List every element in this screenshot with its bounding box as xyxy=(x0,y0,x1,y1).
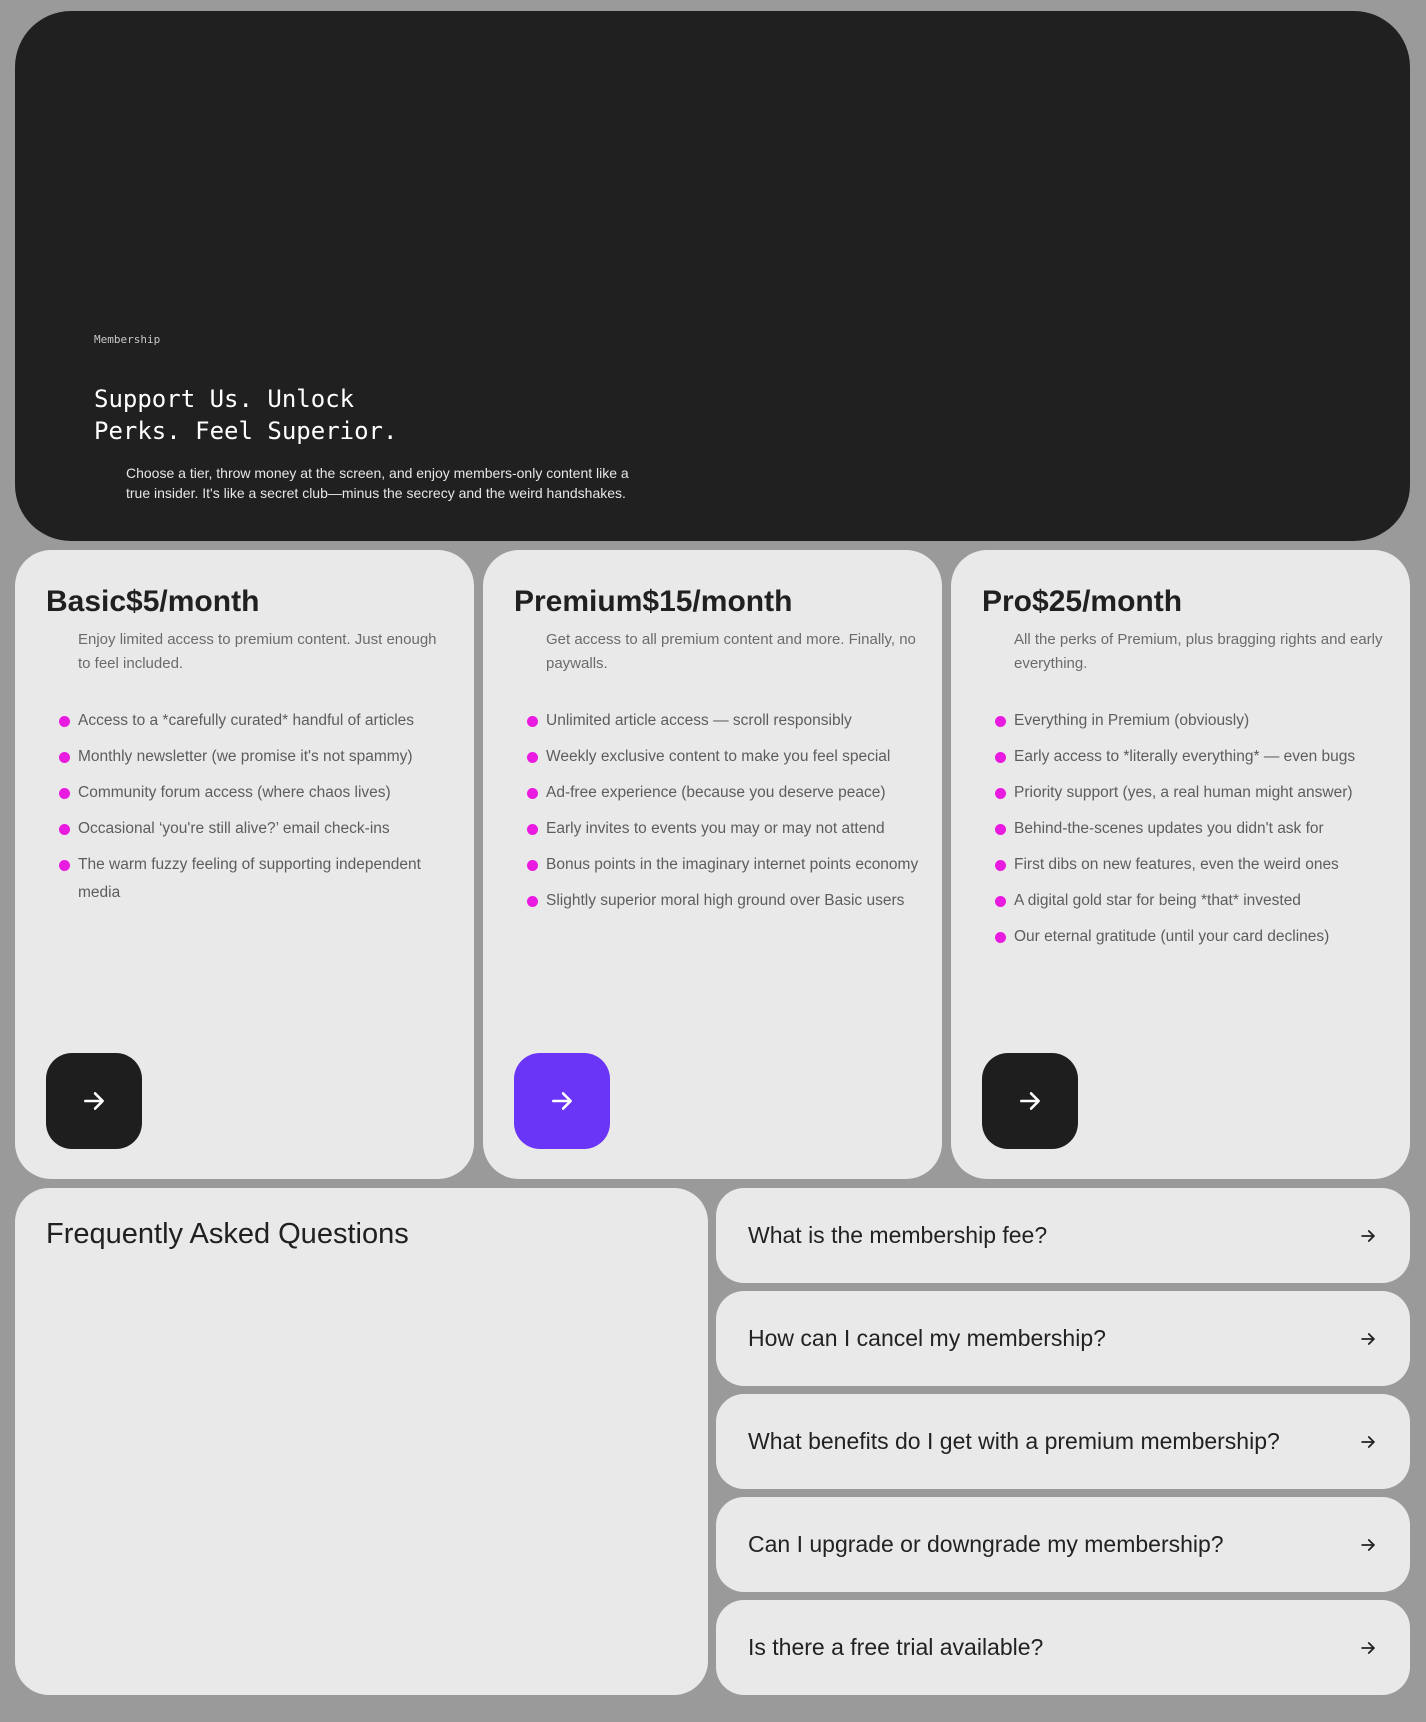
bullet-dot-icon xyxy=(527,896,538,907)
faq-item[interactable] xyxy=(716,1600,1410,1695)
bullet-dot-icon xyxy=(995,824,1006,835)
arrow-right-icon xyxy=(1017,1088,1043,1114)
plan-feature xyxy=(995,851,1400,879)
plan-feature-text: The warm fuzzy feeling of supporting independent media xyxy=(78,856,421,901)
plan-feature xyxy=(59,815,464,843)
bullet-dot-icon xyxy=(527,860,538,871)
bullet-dot-icon xyxy=(59,860,70,871)
faq-item[interactable] xyxy=(716,1497,1410,1592)
plan-feature-text: Early access to *literally everything* — even bugs xyxy=(1014,748,1356,765)
plan-card-basic xyxy=(15,550,474,1179)
bullet-dot-icon xyxy=(995,788,1006,799)
bullet-dot-icon xyxy=(59,752,70,763)
plan-feature xyxy=(59,851,464,907)
arrow-right-icon xyxy=(1358,1432,1378,1452)
bullet-dot-icon xyxy=(59,788,70,799)
plan-title: Pro$25/month xyxy=(982,585,1183,618)
arrow-right-icon xyxy=(1358,1329,1378,1349)
hero-title: Support Us. Unlock Perks. Feel Superior. xyxy=(94,385,398,445)
faq-panel xyxy=(15,1188,708,1695)
plan-feature-text: First dibs on new features, even the weird ones xyxy=(1014,856,1339,873)
plan-feature xyxy=(995,887,1400,915)
bullet-dot-icon xyxy=(995,860,1006,871)
arrow-right-icon xyxy=(1358,1535,1378,1555)
plan-feature-text: Monthly newsletter (we promise it's not spammy) xyxy=(78,748,413,765)
plan-feature xyxy=(527,743,932,771)
plan-title: Premium$15/month xyxy=(514,585,793,618)
plan-feature xyxy=(995,707,1400,735)
plan-title: Basic$5/month xyxy=(46,585,260,618)
plan-feature xyxy=(995,815,1400,843)
plan-feature xyxy=(59,707,464,735)
plan-feature-text: Community forum access (where chaos lives) xyxy=(78,784,391,801)
hero-eyebrow: Membership xyxy=(94,333,161,346)
faq-heading: Frequently Asked Questions xyxy=(46,1218,409,1250)
plan-feature xyxy=(527,851,932,879)
plan-feature-text: Early invites to events you may or may not attend xyxy=(546,820,885,837)
plan-card-premium xyxy=(483,550,942,1179)
plan-feature-text: Behind-the-scenes updates you didn't ask for xyxy=(1014,820,1324,837)
plan-feature xyxy=(995,743,1400,771)
membership-hero xyxy=(15,11,1410,541)
plan-card-pro xyxy=(951,550,1410,1179)
plan-feature-text: A digital gold star for being *that* invested xyxy=(1014,892,1301,909)
arrow-right-icon xyxy=(1358,1226,1378,1246)
bullet-dot-icon xyxy=(527,824,538,835)
plan-feature-text: Bonus points in the imaginary internet points economy xyxy=(546,856,919,873)
plan-feature xyxy=(527,779,932,807)
plan-feature xyxy=(995,923,1400,951)
bullet-dot-icon xyxy=(995,752,1006,763)
plan-feature-list xyxy=(995,707,1400,959)
plan-feature-text: Occasional ‘you're still alive?’ email check-ins xyxy=(78,820,390,837)
bullet-dot-icon xyxy=(527,752,538,763)
faq-question: Can I upgrade or downgrade my membership? xyxy=(748,1531,1224,1557)
plan-feature-text: Everything in Premium (obviously) xyxy=(1014,712,1250,729)
faq-question: What is the membership fee? xyxy=(748,1222,1048,1248)
hero-description: Choose a tier, throw money at the screen, and enjoy members-only content like a true insider. It's like a secret club—minus the secrecy and the weird handshakes. xyxy=(126,465,629,501)
plan-feature xyxy=(527,707,932,735)
faq-question: What benefits do I get with a premium membership? xyxy=(748,1428,1280,1454)
plan-feature-text: Weekly exclusive content to make you feel special xyxy=(546,748,891,765)
bullet-dot-icon xyxy=(527,788,538,799)
plan-feature-list xyxy=(59,707,464,915)
plan-feature-list xyxy=(527,707,932,923)
bullet-dot-icon xyxy=(995,932,1006,943)
plan-feature xyxy=(59,779,464,807)
plan-description: All the perks of Premium, plus bragging rights and early everything. xyxy=(1014,631,1383,672)
bullet-dot-icon xyxy=(995,716,1006,727)
faq-item[interactable] xyxy=(716,1188,1410,1283)
select-premium-plan-button[interactable] xyxy=(514,1053,610,1149)
plan-feature-text: Priority support (yes, a real human might answer) xyxy=(1014,784,1353,801)
bullet-dot-icon xyxy=(527,716,538,727)
plan-feature-text: Access to a *carefully curated* handful of articles xyxy=(78,712,415,729)
plan-feature-text: Our eternal gratitude (until your card declines) xyxy=(1014,928,1330,945)
plan-feature xyxy=(995,779,1400,807)
faq-item[interactable] xyxy=(716,1394,1410,1489)
arrow-right-icon xyxy=(1358,1638,1378,1658)
faq-question: How can I cancel my membership? xyxy=(748,1325,1106,1351)
faq-item[interactable] xyxy=(716,1291,1410,1386)
plan-feature xyxy=(59,743,464,771)
select-pro-plan-button[interactable] xyxy=(982,1053,1078,1149)
plan-feature-text: Slightly superior moral high ground over Basic users xyxy=(546,892,905,909)
plan-description: Enjoy limited access to premium content. Just enough to feel included. xyxy=(78,631,437,672)
select-basic-plan-button[interactable] xyxy=(46,1053,142,1149)
plan-feature xyxy=(527,887,932,915)
plan-feature xyxy=(527,815,932,843)
plan-feature-text: Unlimited article access — scroll responsibly xyxy=(546,712,852,729)
plan-description: Get access to all premium content and more. Finally, no paywalls. xyxy=(546,631,916,672)
plan-feature-text: Ad-free experience (because you deserve peace) xyxy=(546,784,886,801)
bullet-dot-icon xyxy=(59,824,70,835)
arrow-right-icon xyxy=(549,1088,575,1114)
bullet-dot-icon xyxy=(995,896,1006,907)
arrow-right-icon xyxy=(81,1088,107,1114)
bullet-dot-icon xyxy=(59,716,70,727)
faq-question: Is there a free trial available? xyxy=(748,1634,1044,1660)
